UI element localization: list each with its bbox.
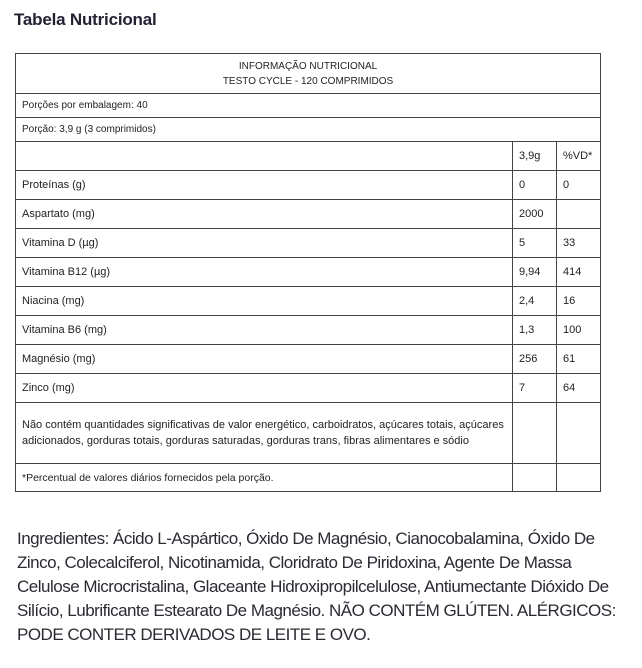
table-header (16, 54, 601, 94)
nutrient-amount: 2000 (513, 200, 557, 229)
nutrient-name: Zinco (mg) (16, 374, 513, 403)
nutrition-table (15, 53, 601, 492)
nutrient-vd: 33 (557, 229, 601, 258)
note-row (16, 403, 601, 464)
empty-cell (513, 464, 557, 492)
empty-header-cell (16, 142, 513, 171)
nutrient-amount: 7 (513, 374, 557, 403)
nutrient-name: Magnésio (mg) (16, 345, 513, 374)
nutrient-name: Proteínas (g) (16, 171, 513, 200)
table-header-row (16, 54, 601, 94)
nutrient-vd: 61 (557, 345, 601, 374)
nutrient-name: Aspartato (mg) (16, 200, 513, 229)
empty-cell (513, 403, 557, 464)
empty-cell (557, 464, 601, 492)
table-row (16, 316, 601, 345)
nutrient-amount: 256 (513, 345, 557, 374)
nutrient-amount: 0 (513, 171, 557, 200)
nutrient-vd: 100 (557, 316, 601, 345)
serving-size-row (16, 118, 601, 142)
amount-column-header: 3,9g (513, 142, 557, 171)
table-header-line1: INFORMAÇÃO NUTRICIONAL (238, 60, 378, 72)
ingredients-text: Ingredientes: Ácido L-Aspártico, Óxido De Magnésio, Cianocobalamina, Óxido De Zinco, Colecalciferol, Nicotinamida, Cloridrato De Piridoxina, Agente De Massa Celulose Microcristalina, Glaceante Hidroxipropilcelulose, Antiumectante Dióxido De Silício, Lubrificante Estearato De Magnésio. NÃO CONTÉM GLÚTEN. ALÉRGICOS: PODE CONTER DERIVADOS DE LEITE E OVO. (17, 529, 616, 644)
empty-cell (557, 403, 601, 464)
servings-per-package: Porções por embalagem: 40 (16, 94, 601, 118)
footnote-row (16, 464, 601, 492)
nutrient-vd: 414 (557, 258, 601, 287)
nutrient-name: Niacina (mg) (16, 287, 513, 316)
column-header-row (16, 142, 601, 171)
nutrient-vd: 0 (557, 171, 601, 200)
nutrient-amount: 5 (513, 229, 557, 258)
nutrient-vd (557, 200, 601, 229)
table-row (16, 229, 601, 258)
vd-column-header: %VD* (557, 142, 601, 171)
nutrient-amount: 1,3 (513, 316, 557, 345)
nutrient-amount: 2,4 (513, 287, 557, 316)
table-note: Não contém quantidades significativas de valor energético, carboidratos, açúcares totais, açúcares adicionados, gorduras totais, gorduras saturadas, gorduras trans, fibras alimentares e sódio (16, 403, 513, 464)
table-row (16, 345, 601, 374)
nutrient-name: Vitamina B6 (mg) (16, 316, 513, 345)
table-row (16, 171, 601, 200)
table-row (16, 374, 601, 403)
page-title: Tabela Nutricional (14, 10, 157, 29)
table-header-line2: TESTO CYCLE - 120 COMPRIMIDOS (222, 75, 394, 87)
nutrient-name: Vitamina B12 (µg) (16, 258, 513, 287)
table-row (16, 258, 601, 287)
table-footnote: *Percentual de valores diários fornecidos pela porção. (16, 464, 513, 492)
table-row (16, 200, 601, 229)
nutrient-vd: 16 (557, 287, 601, 316)
serving-size: Porção: 3,9 g (3 comprimidos) (16, 118, 601, 142)
servings-row (16, 94, 601, 118)
nutrient-name: Vitamina D (µg) (16, 229, 513, 258)
nutrient-amount: 9,94 (513, 258, 557, 287)
table-row (16, 287, 601, 316)
nutrient-vd: 64 (557, 374, 601, 403)
